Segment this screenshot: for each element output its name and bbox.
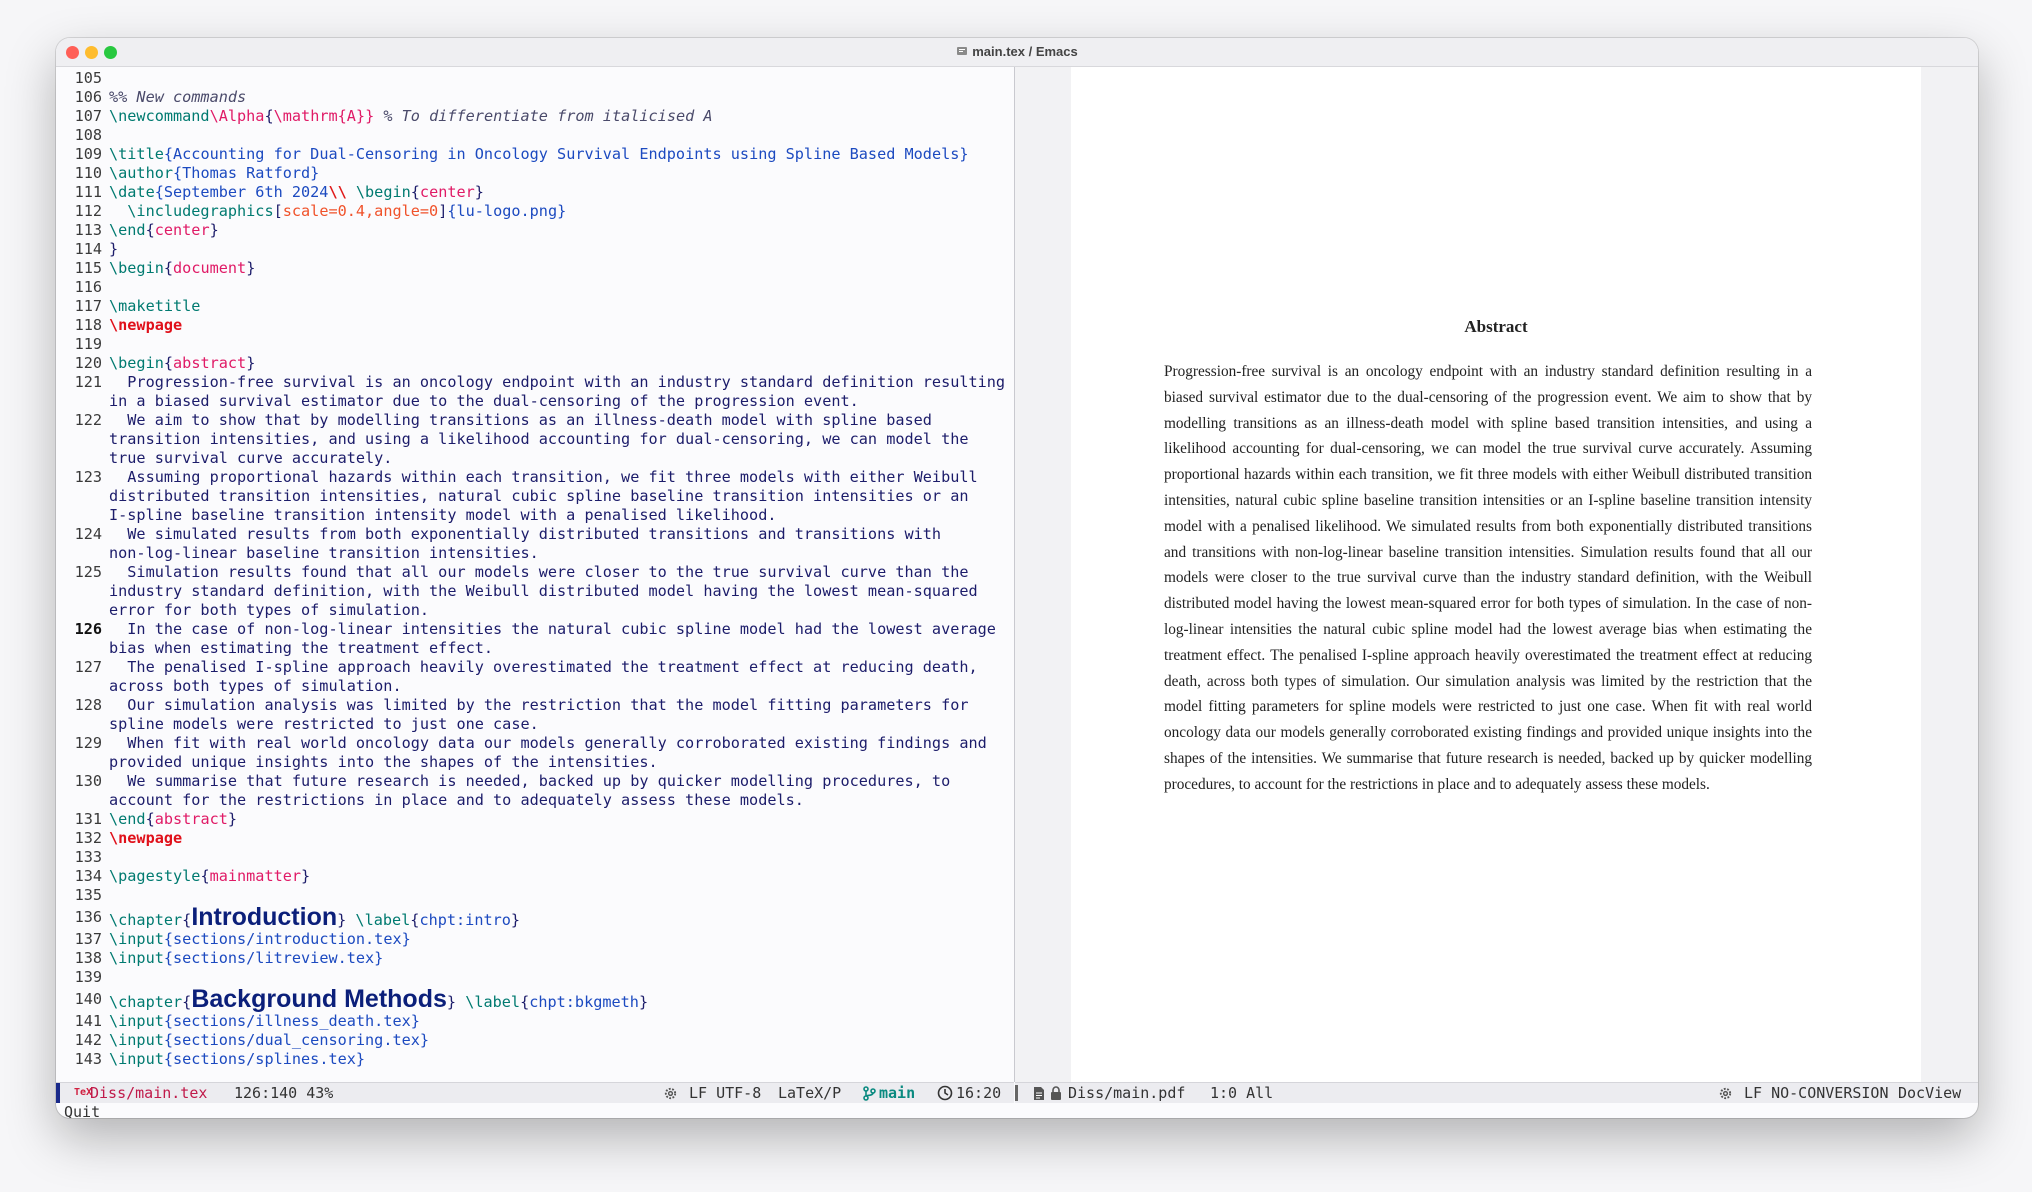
code-token: \label — [355, 911, 411, 929]
code-token: transition intensities, and using a likelihood accounting for dual-censoring, we can model the — [109, 430, 969, 448]
line-text — [109, 563, 969, 582]
code-line[interactable] — [56, 930, 1014, 949]
code-token: \newpage — [109, 316, 183, 334]
line-text — [109, 867, 310, 886]
code-token: Our simulation analysis was limited by the restriction that the model fitting parameters for — [109, 696, 969, 714]
line-text — [109, 449, 392, 468]
line-number: 106 — [74, 88, 102, 106]
code-line[interactable] — [56, 867, 1014, 886]
code-token: } — [246, 259, 256, 277]
code-token: \end — [109, 810, 146, 828]
line-number: 118 — [74, 316, 102, 334]
clock-time: 16:20 — [956, 1084, 1002, 1102]
code-token: \label — [465, 993, 521, 1011]
line-text — [109, 373, 1005, 392]
code-token: The penalised I-spline approach heavily overestimated the treatment effect at reducing death, — [109, 658, 978, 676]
code-token: \author — [109, 164, 174, 182]
line-text — [109, 487, 969, 506]
line-number: 136 — [74, 908, 102, 926]
active-window-indicator — [56, 1083, 60, 1103]
encoding-indicator[interactable]: LF UTF-8 — [689, 1084, 762, 1102]
abstract-paragraph: Progression-free survival is an oncology endpoint with an industry standard definition resulting in a biased survival estimator due to the dual-censoring of the progression event. We aim to show that by modelling transitions as an illness-death model with spline based transition intensities, and using a likelihood accounting for dual-censoring, we can model the true survival curve accurately. Assuming proportional hazards within each transition, we fit three models with either Weibull distributed transition intensities, natural cubic spline baseline transition intensities or an I-spline baseline transition intensity model with a penalised likelihood. We simulated results from both exponentially distributed transitions and transitions with non-log-linear baseline transition intensities. Simulation results found that all our models were closer to the true survival curve than the industry standard definition, with the Weibull distributed model having the lowest mean-squared error for both types of simulation. In the case of non-log-linear intensities the natural cubic spline model had the lowest average bias when estimating the treatment effect. The penalised I-spline approach heavily overestimated the treatment effect at reducing death, across both types of simulation. Our simulation analysis was limited by the restriction that the model fitting parameters for spline models were restricted to just one case. When fit with real world oncology data our models generally corroborated existing findings and provided unique insights into the shapes of the intensities. We summarise that future research is needed, backed up by quicker modelling procedures, to account for the restrictions in place and to adequately assess these models. — [1164, 363, 1812, 793]
line-text — [109, 183, 484, 202]
pdf-viewer-pane[interactable] — [1015, 67, 1978, 1082]
line-text — [109, 468, 978, 487]
line-text — [109, 506, 777, 525]
code-line[interactable] — [56, 202, 1014, 221]
code-line[interactable] — [56, 259, 1014, 278]
gear-icon[interactable] — [1718, 1086, 1733, 1101]
code-line[interactable] — [56, 411, 1014, 430]
code-line[interactable] — [56, 658, 1014, 677]
code-token: \input — [109, 1031, 164, 1049]
code-line[interactable] — [56, 88, 1014, 107]
line-number: 115 — [74, 259, 102, 277]
code-token: } — [246, 354, 256, 372]
line-text — [109, 1050, 365, 1069]
code-line[interactable] — [56, 145, 1014, 164]
line-text — [109, 620, 996, 639]
document-proxy-icon[interactable] — [956, 45, 968, 57]
code-line[interactable] — [56, 905, 1014, 930]
code-token: } — [510, 911, 521, 929]
code-line[interactable] — [56, 677, 1014, 696]
line-text — [109, 987, 648, 1015]
code-token: scale=0.4,angle=0 — [282, 202, 439, 220]
line-number: 111 — [74, 183, 102, 201]
cursor-position: 126:140 43% — [234, 1084, 334, 1102]
line-number: 139 — [74, 968, 102, 986]
line-text — [109, 582, 978, 601]
code-token: We aim to show that by modelling transitions as an illness-death model with spline based — [109, 411, 932, 429]
code-line[interactable] — [56, 1031, 1014, 1050]
code-token: distributed transition intensities, natural cubic spline baseline transition intensities or an — [109, 487, 969, 505]
code-line[interactable] — [56, 734, 1014, 753]
line-text — [109, 829, 182, 848]
line-text — [109, 430, 969, 449]
line-text — [109, 164, 319, 183]
window-title — [56, 38, 1978, 66]
line-text — [109, 240, 118, 259]
code-token: { — [182, 911, 192, 929]
echo-area: Quit — [64, 1103, 101, 1118]
code-token: \input — [109, 949, 164, 967]
pdf-page — [1071, 67, 1921, 1082]
line-number: 117 — [74, 297, 102, 315]
code-token: {sections/dual_censoring.tex} — [163, 1031, 430, 1049]
code-line[interactable] — [56, 525, 1014, 544]
line-number: 125 — [74, 563, 102, 581]
code-token: { — [182, 993, 192, 1011]
code-token: center — [419, 183, 475, 201]
code-token: chpt:bkgmeth — [529, 993, 639, 1011]
code-line[interactable] — [56, 791, 1014, 810]
code-line[interactable] — [56, 373, 1014, 392]
line-number: 123 — [74, 468, 102, 486]
code-token: \date — [109, 183, 155, 201]
code-token: document — [173, 259, 247, 277]
line-number: 142 — [74, 1031, 102, 1049]
code-line[interactable] — [56, 563, 1014, 582]
code-token: When fit with real world oncology data our models generally corroborated existing findings and — [109, 734, 987, 752]
line-number: 121 — [74, 373, 102, 391]
lock-icon — [1050, 1086, 1062, 1101]
code-token: Assuming proportional hazards within each transition, we fit three models with either Weibull — [109, 468, 978, 486]
code-line[interactable] — [56, 544, 1014, 563]
code-token: {sections/illness_death.tex} — [163, 1012, 420, 1030]
gear-icon[interactable] — [663, 1086, 678, 1101]
line-text — [109, 715, 539, 734]
code-line[interactable] — [56, 316, 1014, 335]
line-number: 120 — [74, 354, 102, 372]
code-token: } — [209, 221, 219, 239]
code-line[interactable] — [56, 1050, 1014, 1069]
code-token: ] — [438, 202, 448, 220]
code-line[interactable] — [56, 183, 1014, 202]
code-line[interactable] — [56, 107, 1014, 126]
line-number: 113 — [74, 221, 102, 239]
line-number: 105 — [74, 69, 102, 87]
line-number: 110 — [74, 164, 102, 182]
pdf-buffer-name[interactable]: Diss/main.pdf — [1068, 1084, 1186, 1102]
tex-editor-pane[interactable] — [56, 67, 1014, 1082]
code-line[interactable] — [56, 335, 1014, 354]
code-token: { — [264, 107, 274, 125]
line-text — [109, 88, 246, 107]
line-number: 116 — [74, 278, 102, 296]
code-token: \title — [109, 145, 164, 163]
code-token: \begin — [109, 259, 164, 277]
code-line[interactable] — [56, 715, 1014, 734]
code-token: \includegraphics — [109, 202, 274, 220]
line-number: 131 — [74, 810, 102, 828]
code-token: Simulation results found that all our models were closer to the true survival curve than the — [109, 563, 969, 581]
line-number: 137 — [74, 930, 102, 948]
code-token: \input — [109, 1012, 164, 1030]
code-token: provided unique insights into the shapes of the intensities. — [109, 753, 658, 771]
line-number: 122 — [74, 411, 102, 429]
code-line[interactable] — [56, 810, 1014, 829]
line-text — [109, 297, 200, 316]
code-token: \pagestyle — [109, 867, 201, 885]
code-token: \input — [109, 1050, 164, 1068]
mode-line-left[interactable] — [56, 1082, 1014, 1103]
line-number: 108 — [74, 126, 102, 144]
code-token: \begin — [346, 183, 411, 201]
tex-mode-icon: TeX — [74, 1087, 93, 1098]
line-text — [109, 791, 804, 810]
major-mode[interactable]: LaTeX/P — [778, 1084, 842, 1102]
code-line[interactable] — [56, 639, 1014, 658]
line-number: 112 — [74, 202, 102, 220]
line-number: 109 — [74, 145, 102, 163]
code-token: } — [337, 911, 356, 929]
line-text — [109, 601, 429, 620]
code-token: {Accounting for Dual-Censoring in Oncology Survival Endpoints using Spline Based Models} — [163, 145, 969, 163]
code-token: mainmatter — [209, 867, 302, 885]
code-token: I-spline baseline transition intensity model with a penalised likelihood. — [109, 506, 777, 524]
code-token: \mathrm — [273, 107, 338, 125]
line-text — [109, 1031, 429, 1050]
code-token: true survival curve accurately. — [109, 449, 393, 467]
code-token: { — [163, 354, 174, 372]
code-line[interactable] — [56, 487, 1014, 506]
code-line[interactable] — [56, 987, 1014, 1012]
code-token: {Thomas Ratford} — [173, 164, 320, 182]
chapter-title-text: Introduction — [191, 903, 338, 931]
code-line[interactable] — [56, 772, 1014, 791]
line-text — [109, 525, 941, 544]
pdf-position: 1:0 All — [1210, 1084, 1274, 1102]
line-number: 129 — [74, 734, 102, 752]
code-token: across both types of simulation. — [109, 677, 402, 695]
code-token: industry standard definition, with the Weibull distributed model having the lowest mean-squared — [109, 582, 978, 600]
code-line[interactable] — [56, 506, 1014, 525]
code-token: \end — [109, 221, 146, 239]
code-token: { — [145, 221, 155, 239]
code-token: We simulated results from both exponentially distributed transitions and transitions with — [109, 525, 942, 543]
code-token: } — [109, 240, 119, 258]
code-token: \maketitle — [109, 297, 201, 315]
code-token: chpt:intro — [419, 911, 511, 929]
code-line[interactable] — [56, 392, 1014, 411]
pdf-major-mode[interactable]: DocView — [1898, 1084, 1962, 1102]
line-number: 126 — [74, 620, 102, 638]
code-token: center — [154, 221, 210, 239]
buffer-name[interactable]: Diss/main.tex — [90, 1084, 208, 1102]
line-text — [109, 544, 539, 563]
code-token: %% New commands — [109, 88, 247, 106]
code-line[interactable] — [56, 620, 1014, 639]
code-line[interactable] — [56, 164, 1014, 183]
code-token: spline models were restricted to just one case. — [109, 715, 539, 733]
code-token: account for the restrictions in place and to adequately assess these models. — [109, 791, 804, 809]
line-text — [109, 949, 383, 968]
line-text — [109, 930, 411, 949]
code-token: abstract — [173, 354, 247, 372]
line-text — [109, 221, 219, 240]
clock-icon — [937, 1085, 953, 1101]
line-number: 132 — [74, 829, 102, 847]
code-token: {lu-logo.png} — [447, 202, 567, 220]
line-number: 128 — [74, 696, 102, 714]
code-line[interactable] — [56, 468, 1014, 487]
line-number: 140 — [74, 990, 102, 1008]
code-token: \begin — [109, 354, 164, 372]
code-line[interactable] — [56, 278, 1014, 297]
line-text — [109, 202, 566, 221]
window-edge-marker — [1015, 1085, 1018, 1101]
line-number: 133 — [74, 848, 102, 866]
line-number: 127 — [74, 658, 102, 676]
code-token: { — [145, 810, 155, 828]
code-line[interactable] — [56, 1012, 1014, 1031]
line-text — [109, 411, 932, 430]
code-token: \chapter — [109, 993, 183, 1011]
code-line[interactable] — [56, 430, 1014, 449]
line-text — [109, 658, 978, 677]
code-token: {sections/introduction.tex} — [163, 930, 411, 948]
line-text — [109, 677, 402, 696]
code-token: } — [446, 993, 466, 1011]
code-token: We summarise that future research is needed, backed up by quicker modelling procedures, to — [109, 772, 951, 790]
git-branch[interactable]: main — [879, 1084, 916, 1102]
code-line[interactable] — [56, 240, 1014, 259]
code-token: bias when estimating the treatment effect. — [109, 639, 494, 657]
code-token: } — [638, 993, 649, 1011]
code-token: \Alpha — [209, 107, 265, 125]
code-line[interactable] — [56, 696, 1014, 715]
line-number: 134 — [74, 867, 102, 885]
code-line[interactable] — [56, 829, 1014, 848]
line-text — [109, 145, 969, 164]
code-token: Progression-free survival is an oncology endpoint with an industry standard definition resulting — [109, 373, 1006, 391]
code-token: error for both types of simulation. — [109, 601, 430, 619]
title-bar — [56, 38, 1978, 67]
code-line[interactable] — [56, 126, 1014, 145]
code-token: } — [227, 810, 238, 828]
code-token: { — [163, 259, 174, 277]
line-number: 135 — [74, 886, 102, 904]
code-line[interactable] — [56, 221, 1014, 240]
line-text — [109, 905, 520, 933]
line-text — [109, 107, 713, 126]
code-token: [ — [273, 202, 283, 220]
code-token: { — [200, 867, 210, 885]
line-text — [109, 316, 182, 335]
code-token: \\ — [328, 183, 347, 201]
code-line[interactable] — [56, 949, 1014, 968]
code-token: non-log-linear baseline transition intensities. — [109, 544, 539, 562]
code-token: In the case of non-log-linear intensities the natural cubic spline model had the lowest average — [109, 620, 996, 638]
code-token: {sections/splines.tex} — [163, 1050, 366, 1068]
line-number: 143 — [74, 1050, 102, 1068]
code-line[interactable] — [56, 354, 1014, 373]
code-token: % To differentiate from italicised A — [374, 107, 713, 125]
line-number: 114 — [74, 240, 102, 258]
code-line[interactable] — [56, 848, 1014, 867]
abstract-heading: Abstract — [1464, 317, 1528, 336]
code-line[interactable] — [56, 753, 1014, 772]
chapter-title-text: Background Methods — [191, 985, 447, 1013]
line-text — [109, 810, 237, 829]
code-token: { — [410, 911, 420, 929]
code-token: } — [301, 867, 311, 885]
code-line[interactable] — [56, 69, 1014, 88]
code-token: { — [410, 183, 420, 201]
line-text — [109, 772, 950, 791]
line-number: 138 — [74, 949, 102, 967]
line-number: 130 — [74, 772, 102, 790]
line-text — [109, 1012, 420, 1031]
line-text — [109, 753, 658, 772]
code-token: in a biased survival estimator due to the dual-censoring of the progression event. — [109, 392, 859, 410]
code-line[interactable] — [56, 449, 1014, 468]
line-text — [109, 392, 859, 411]
line-number: 119 — [74, 335, 102, 353]
line-number: 124 — [74, 525, 102, 543]
code-line[interactable] — [56, 582, 1014, 601]
window-title-text: main.tex / Emacs — [972, 44, 1078, 59]
line-number: 141 — [74, 1012, 102, 1030]
line-text — [109, 354, 255, 373]
code-token: \newcommand — [109, 107, 210, 125]
code-token: \input — [109, 930, 164, 948]
code-token: \newpage — [109, 829, 183, 847]
line-text — [109, 696, 969, 715]
code-token: } — [474, 183, 484, 201]
code-token: { — [520, 993, 530, 1011]
code-token: \chapter — [109, 911, 183, 929]
code-token: {sections/litreview.tex} — [163, 949, 384, 967]
line-text — [109, 259, 255, 278]
code-token: abstract — [154, 810, 228, 828]
line-number: 107 — [74, 107, 102, 125]
code-token: {A}} — [337, 107, 375, 125]
code-line[interactable] — [56, 297, 1014, 316]
document-icon — [1033, 1086, 1045, 1101]
git-branch-icon — [862, 1086, 876, 1101]
code-token: {September 6th 2024 — [154, 183, 329, 201]
line-text — [109, 639, 493, 658]
emacs-window — [56, 38, 1978, 1118]
line-text — [109, 734, 987, 753]
pdf-encoding[interactable]: LF NO-CONVERSION — [1744, 1084, 1889, 1102]
mode-line-right[interactable] — [1015, 1082, 1978, 1103]
code-line[interactable] — [56, 601, 1014, 620]
